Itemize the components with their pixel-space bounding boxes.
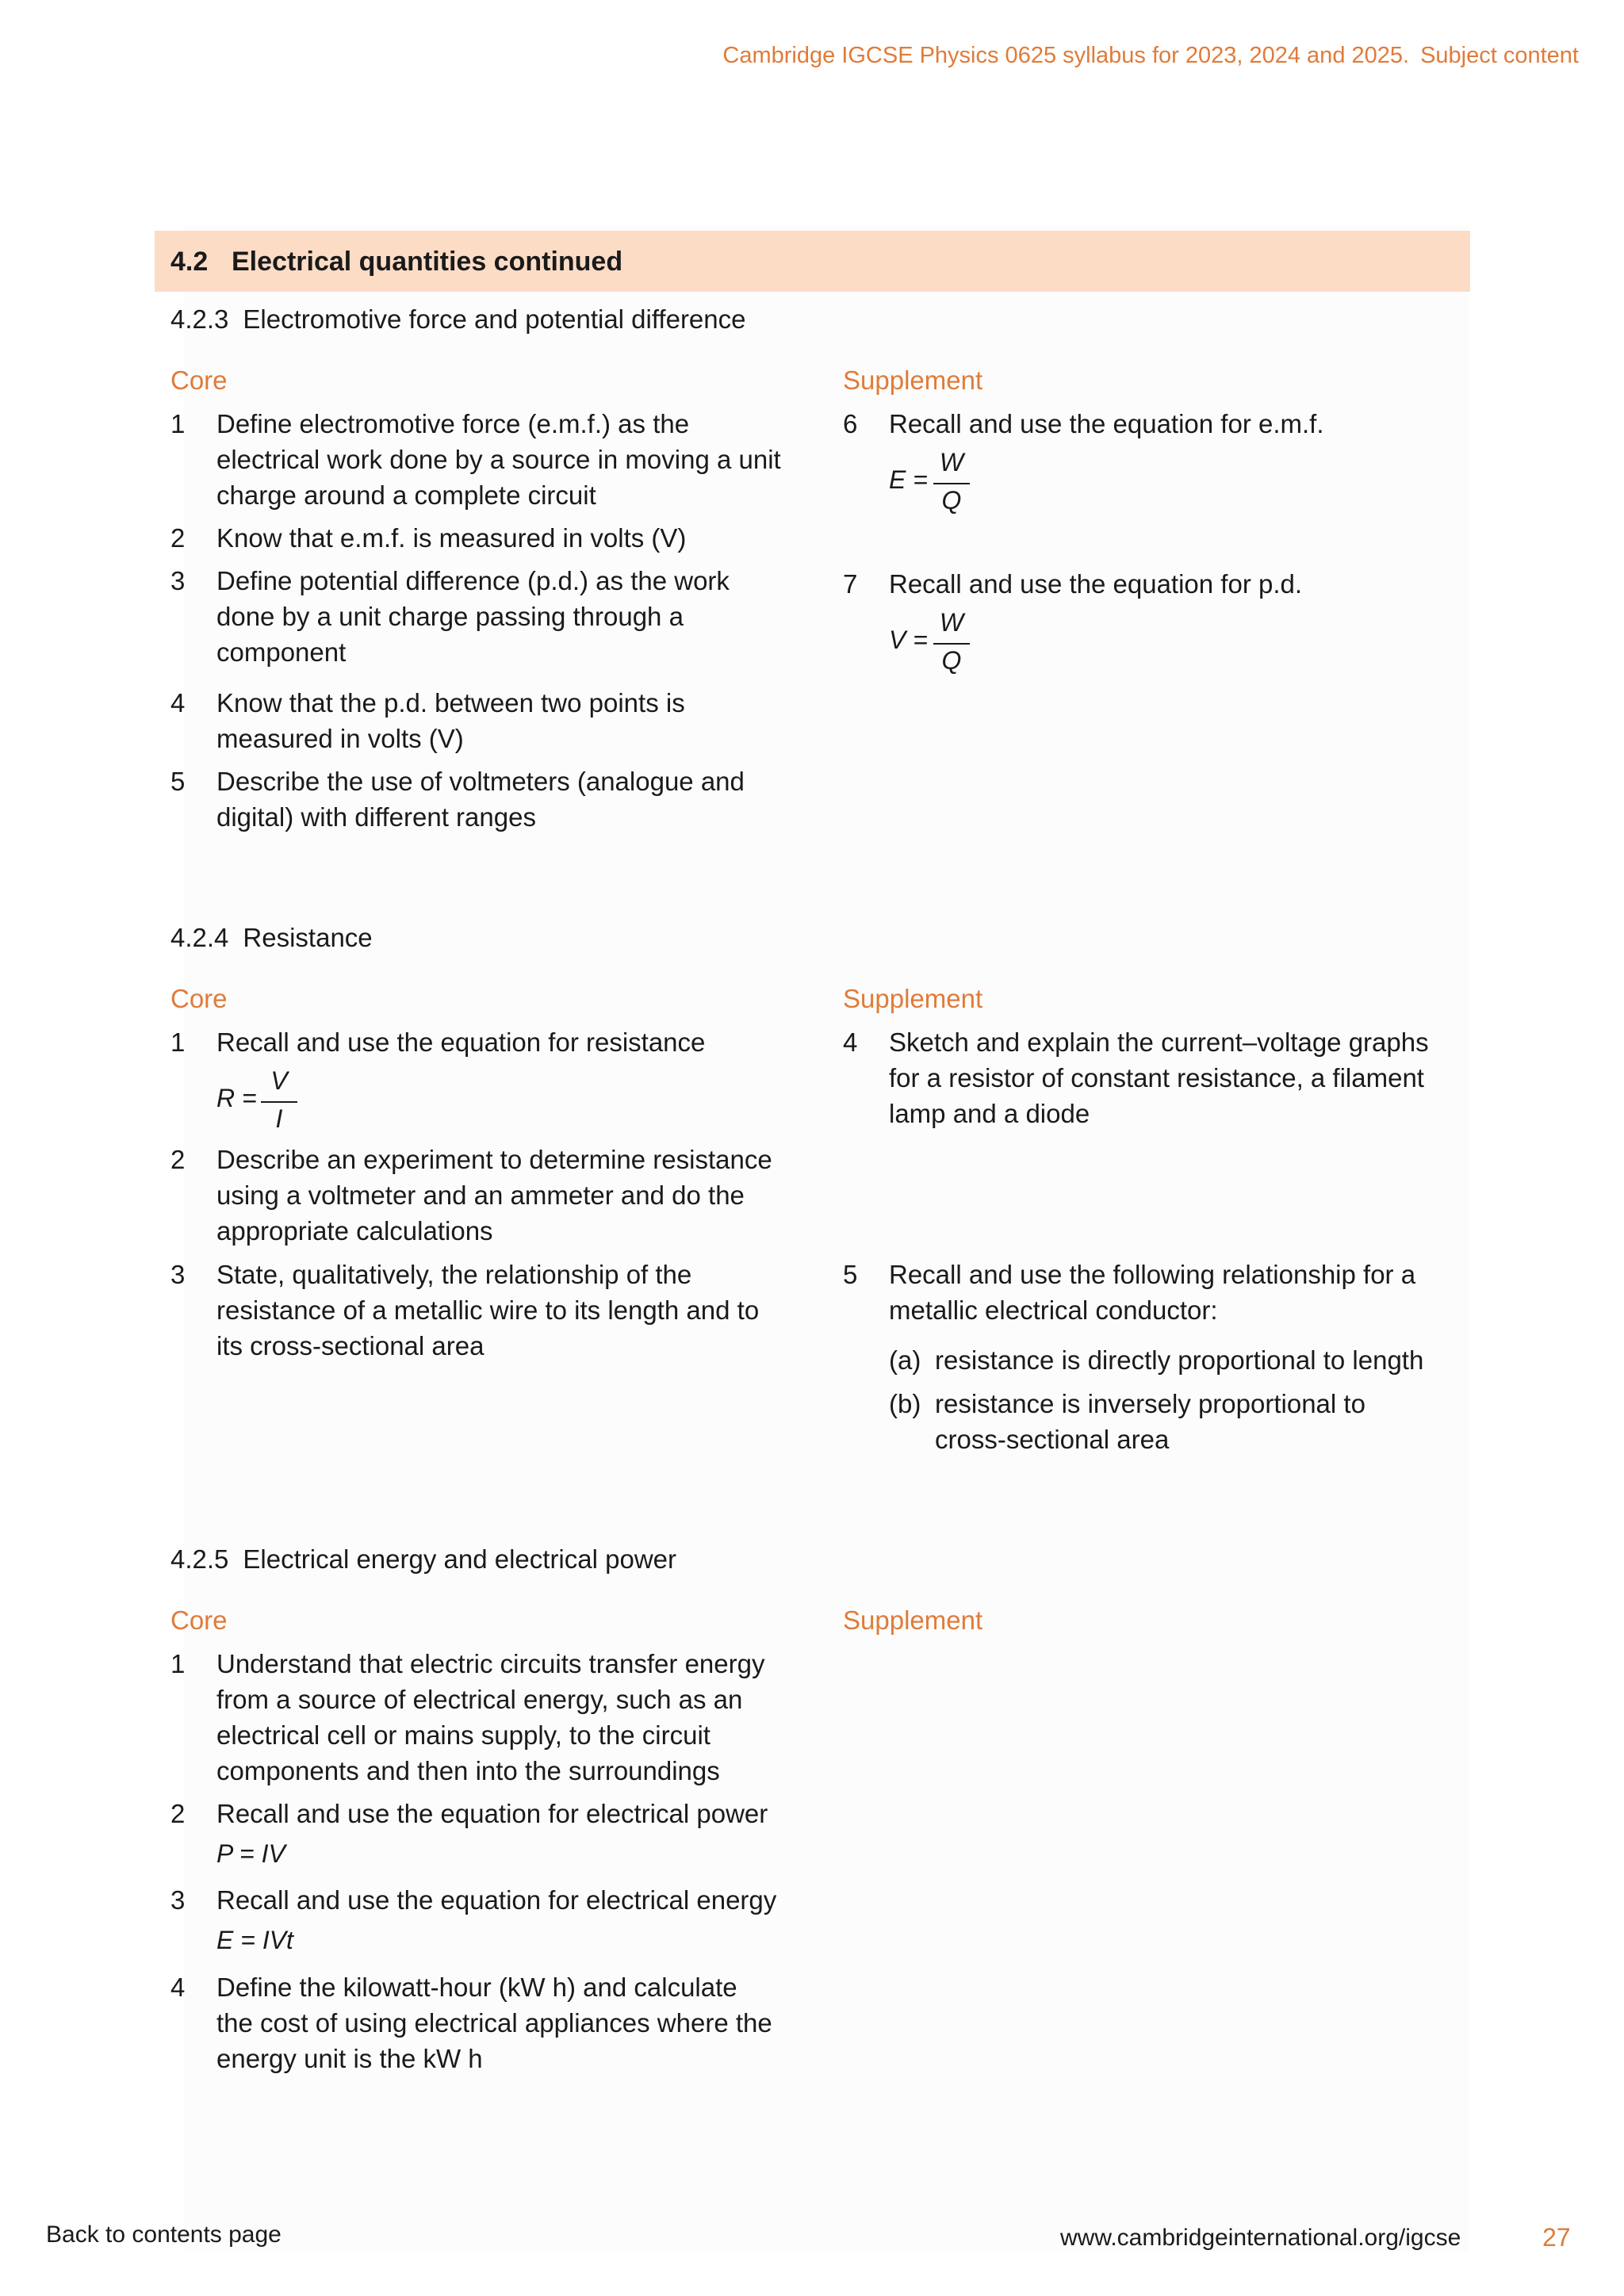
item-line: charge around a complete circuit [216, 480, 596, 510]
item-line: measured in volts (V) [216, 724, 464, 753]
item-number: 3 [170, 1260, 186, 1289]
subsection-heading-power [170, 1544, 676, 1575]
equation-fraction [933, 608, 970, 679]
item-number: 4 [170, 1973, 186, 2002]
footer-url-link[interactable]: www.cambridgeinternational.org/igcse [1060, 2225, 1461, 2251]
item-line: Define the kilowatt-hour (kW h) and calculate [216, 1973, 737, 2002]
supplement-label: Supplement [843, 365, 983, 395]
supplement-label: Supplement [843, 1605, 983, 1635]
item-line: Describe the use of voltmeters (analogue and [216, 767, 745, 796]
item-number: 5 [843, 1260, 858, 1289]
equation: P = IV [216, 1839, 285, 1868]
item-line: resistance is inversely proportional to [935, 1389, 1365, 1418]
page-number: 27 [1542, 2223, 1571, 2252]
subsection-heading-resistance [170, 923, 373, 953]
core-label: Core [170, 984, 228, 1013]
item-line: appropriate calculations [216, 1216, 493, 1246]
section-title: Electrical quantities continued [232, 247, 623, 277]
item-line: Recall and use the equation for electrical energy [216, 1885, 777, 1915]
item-line: Recall and use the equation for resistance [216, 1027, 706, 1057]
item-line: from a source of electrical energy, such as an [216, 1685, 743, 1714]
item-number: 1 [170, 1649, 186, 1678]
fraction-bar [933, 483, 970, 484]
running-header [722, 43, 1579, 69]
item-line: Know that the p.d. between two points is [216, 688, 685, 718]
item-line: metallic electrical conductor: [889, 1295, 1218, 1325]
header-section: Subject content [1420, 43, 1579, 68]
item-line: resistance of a metallic wire to its length and to [216, 1295, 760, 1325]
item-number: 7 [843, 569, 858, 599]
item-number: 3 [170, 1885, 186, 1915]
equation-lhs: R = [216, 1084, 257, 1112]
fraction-numerator: V [270, 1066, 288, 1095]
item-number: 4 [170, 688, 186, 718]
subsection-heading-emf [170, 304, 746, 335]
equation-fraction [261, 1066, 297, 1138]
item-line: Define potential difference (p.d.) as the work [216, 566, 730, 595]
item-number: 3 [170, 566, 186, 595]
item-line: Describe an experiment to determine resistance [216, 1145, 772, 1174]
fraction-bar [933, 643, 970, 645]
section-number: 4.2 [170, 247, 209, 277]
item-number: 5 [170, 767, 186, 796]
item-number: 1 [170, 409, 186, 438]
item-line: State, qualitatively, the relationship of the [216, 1260, 692, 1289]
item-line: Sketch and explain the current–voltage graphs [889, 1027, 1429, 1057]
item-line: resistance is directly proportional to length [935, 1345, 1424, 1375]
header-syllabus: Cambridge IGCSE Physics 0625 syllabus for 2023, 2024 and 2025. [722, 43, 1410, 68]
item-line: the cost of using electrical appliances where the [216, 2008, 772, 2038]
item-line: Define electromotive force (e.m.f.) as the [216, 409, 690, 438]
item-number: 6 [843, 409, 858, 438]
item-line: Recall and use the equation for electrical power [216, 1799, 768, 1828]
item-line: Recall and use the equation for e.m.f. [889, 409, 1324, 438]
subsection-number: 4.2.4 [170, 923, 229, 952]
equation-lhs: V = [889, 626, 928, 654]
fraction-denominator: Q [941, 646, 962, 675]
item-number: 2 [170, 1145, 186, 1174]
item-line: components and then into the surroundings [216, 1756, 720, 1785]
subsection-title: Resistance [243, 923, 373, 952]
item-number: 2 [170, 523, 186, 553]
equation-fraction [933, 448, 970, 519]
core-label: Core [170, 1605, 228, 1635]
item-line: for a resistor of constant resistance, a filament [889, 1063, 1424, 1093]
item-number: 4 [843, 1027, 858, 1057]
equation: E = IVt [216, 1926, 293, 1954]
fraction-numerator: W [939, 608, 964, 637]
fraction-denominator: Q [941, 486, 962, 515]
item-line: component [216, 637, 347, 667]
item-line: using a voltmeter and an ammeter and do the [216, 1181, 745, 1210]
subsection-number: 4.2.3 [170, 304, 229, 334]
item-line: lamp and a diode [889, 1099, 1090, 1128]
item-line: Recall and use the following relationship for a [889, 1260, 1416, 1289]
fraction-numerator: W [939, 448, 964, 476]
item-line: Understand that electric circuits transfer energy [216, 1649, 765, 1678]
fraction-denominator: I [275, 1104, 283, 1133]
item-line: energy unit is the kW h [216, 2044, 483, 2073]
sub-item-letter: (a) [889, 1345, 921, 1375]
back-to-contents-link[interactable]: Back to contents page [46, 2221, 282, 2248]
item-line: Know that e.m.f. is measured in volts (V) [216, 523, 687, 553]
item-line: digital) with different ranges [216, 802, 536, 832]
equation-lhs: E = [889, 465, 928, 494]
core-label: Core [170, 365, 228, 395]
section-title-bar [155, 231, 1470, 292]
item-line: Recall and use the equation for p.d. [889, 569, 1303, 599]
fraction-bar [261, 1101, 297, 1103]
item-line: cross-sectional area [935, 1425, 1170, 1454]
subsection-title: Electrical energy and electrical power [243, 1544, 677, 1574]
subsection-number: 4.2.5 [170, 1544, 229, 1574]
item-line: its cross-sectional area [216, 1331, 485, 1360]
subsection-title: Electromotive force and potential difference [243, 304, 746, 334]
item-line: electrical work done by a source in moving a unit [216, 445, 781, 474]
item-line: electrical cell or mains supply, to the circuit [216, 1720, 710, 1750]
item-number: 2 [170, 1799, 186, 1828]
item-number: 1 [170, 1027, 186, 1057]
item-line: done by a unit charge passing through a [216, 602, 684, 631]
sub-item-letter: (b) [889, 1389, 921, 1418]
supplement-label: Supplement [843, 984, 983, 1013]
